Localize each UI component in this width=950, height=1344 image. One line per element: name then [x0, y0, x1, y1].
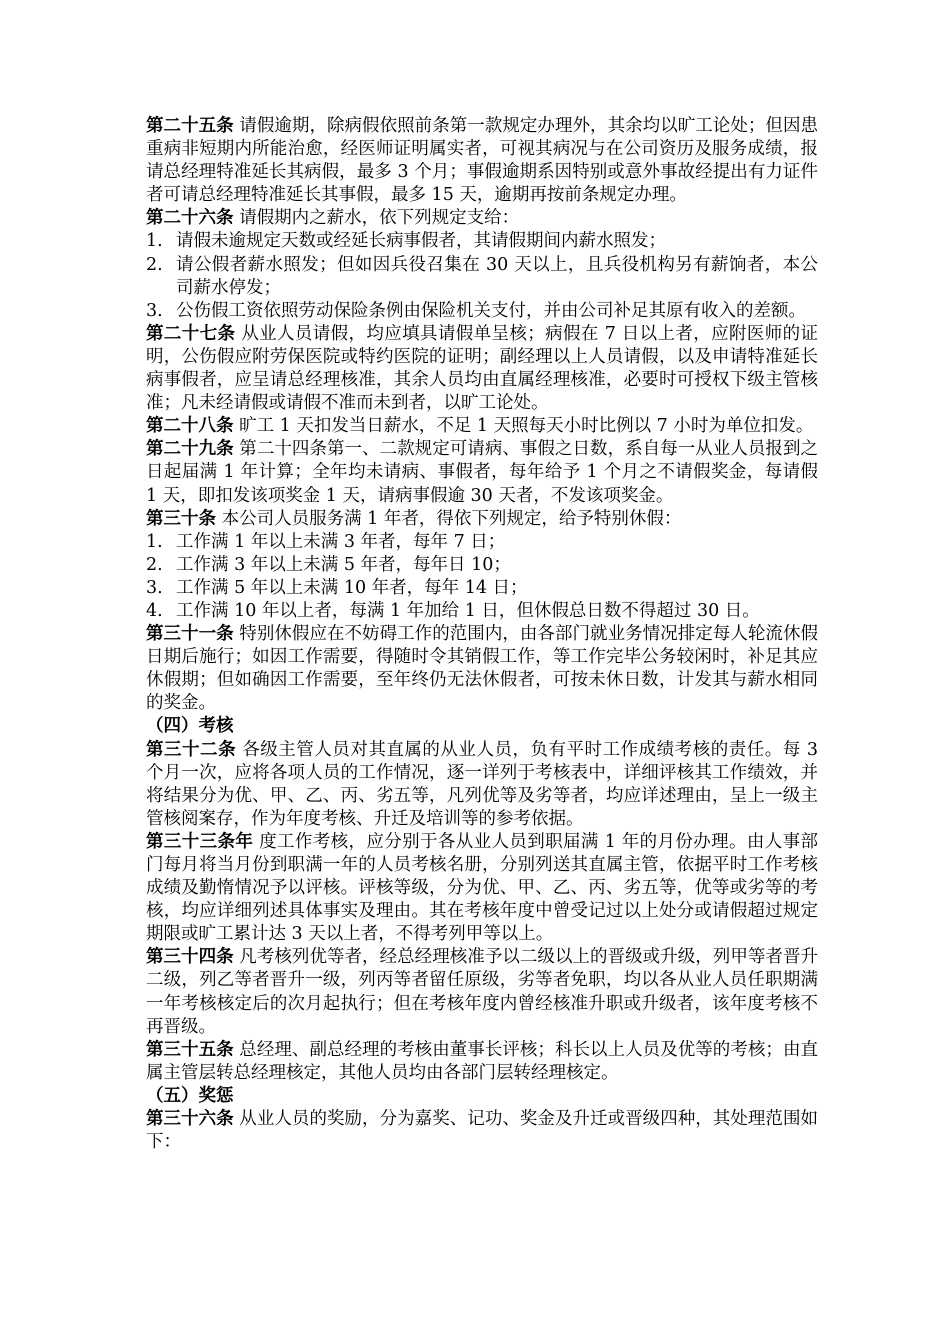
article-paragraph [146, 207, 818, 230]
article-paragraph [146, 438, 818, 507]
list-item-text: 工作满 10 年以上者，每满 1 年加给 1 日，但休假总日数不得超过 30 日。 [176, 600, 760, 621]
article-text: 各级主管人员对其直属的从业人员，负有平时工作成绩考核的责任。每 3 个月一次，应将各项人员的工作情况，逐一详列于考核表中，详细评核其工作绩效，并将结果分为优、甲、乙、丙、劣五等，凡列优等及劣等者，均应详述理由，呈上一级主管核阅案存，作为年度考核、升迁及培训等的参考依据。 [146, 739, 819, 829]
list-item-text: 工作满 1 年以上未满 3 年者，每年 7 日； [176, 531, 506, 552]
article-number: 第二十七条 [146, 323, 236, 344]
list-item [146, 577, 818, 600]
article-number: 第二十六条 [146, 208, 234, 229]
article-text: 本公司人员服务满 1 年者，得依下列规定，给予特别休假： [221, 508, 682, 529]
article-paragraph [146, 1108, 818, 1154]
article-paragraph [146, 415, 818, 438]
list-item [146, 531, 818, 554]
list-item [146, 554, 818, 577]
article-number: 第三十一条 [146, 624, 234, 645]
article-number: 第三十五条 [146, 1039, 234, 1060]
article-paragraph [146, 623, 818, 715]
numbered-list [146, 531, 818, 623]
list-item-text: 工作满 5 年以上未满 10 年者，每年 14 日； [176, 577, 528, 598]
list-item-number: 3. [146, 300, 163, 321]
list-item-number: 2. [146, 254, 163, 275]
article-number: 第二十九条 [146, 439, 234, 460]
list-item [146, 600, 818, 623]
list-item-number: 3. [146, 577, 163, 598]
article-number: 第三十二条 [146, 739, 237, 760]
list-item-number: 4. [146, 600, 163, 621]
list-item [146, 254, 818, 300]
article-number: 第三十三条年 [146, 831, 254, 852]
article-text: 度工作考核，应分别于各从业人员到职届满 1 年的月份办理。由人事部门每月将当月份到职满一年的人员考核名册，分别列送其直属主管，依据平时工作考核成绩及勤惰情况予以评核。评核等级，分为优、甲、乙、丙、劣五等，优等或劣等的考核，均应详细列述具体事实及理由。其在考核年度中曾受记过以上处分或请假超过规定期限或旷工累计达 3 天以上者，不得考列甲等以上。 [146, 831, 818, 945]
article-number: 第二十八条 [146, 416, 234, 437]
article-number: 第三十六条 [146, 1109, 234, 1130]
article-paragraph [146, 739, 818, 831]
article-paragraph [146, 831, 818, 946]
list-item-number: 1. [146, 531, 163, 552]
article-text: 旷工 1 天扣发当日薪水，不足 1 天照每天小时比例以 7 小时为单位扣发。 [239, 416, 814, 437]
list-item [146, 230, 818, 253]
article-text: 从业人员的奖励，分为嘉奖、记功、奖金及升迁或晋级四种，其处理范围如下： [146, 1109, 818, 1153]
article-paragraph [146, 946, 818, 1038]
article-text: 第二十四条第一、二款规定可请病、事假之日数，系自每一从业人员报到之日起届满 1 年计算；全年均未请病、事假者，每年给予 1 个月之不请假奖金，每请假 1 天，即扣发该项奖金 1 天，请病事假逾 30 天者，不发该项奖金。 [146, 439, 818, 506]
article-text: 请假期内之薪水，依下列规定支给： [239, 208, 520, 229]
article-number: 第三十四条 [146, 947, 234, 968]
list-item-text: 工作满 3 年以上未满 5 年者，每年日 10； [176, 554, 511, 575]
list-item-number: 1. [146, 231, 163, 252]
list-item-text: 请公假者薪水照发；但如因兵役召集在 30 天以上，且兵役机构另有薪饷者，本公司薪水停发； [176, 254, 818, 298]
document-page [146, 115, 818, 1154]
article-text: 从业人员请假，均应填具请假单呈核；病假在 7 日以上者，应附医师的证明，公伤假应附劳保医院或特约医院的证明；副经理以上人员请假，以及申请特准延长病事假者，应呈请总经理核准，其余人员均由直属经理核准，必要时可授权下级主管核准；凡未经请假或请假不准而未到者，以旷工论处。 [146, 323, 818, 414]
list-item [146, 300, 818, 323]
article-text: 请假逾期，除病假依照前条第一款规定办理外，其余均以旷工论处；但因患重病非短期内所能治愈，经医师证明属实者，可视其病况与在公司资历及服务成绩，报请总经理特准延长其病假，最多 3 个月；事假逾期系因特别或意外事故经提出有力证件者可请总经理特准延长其事假，最多 15 天，逾期再按前条规定办理。 [146, 116, 818, 206]
article-paragraph [146, 323, 818, 415]
list-item-number: 2. [146, 554, 163, 575]
article-number: 第三十条 [146, 508, 216, 529]
article-text: 总经理、副总经理的考核由董事长评核；科长以上人员及优等的考核；由直属主管层转总经理核定，其他人员均由各部门层转经理核定。 [146, 1039, 818, 1083]
article-text: 特别休假应在不妨碍工作的范围内，由各部门就业务情况排定每人轮流休假日期后施行；如因工作需要，得随时令其销假工作，等工作完毕公务较闲时，补足其应休假期；但如确因工作需要，至年终仍无法休假者，可按未休日数，计发其与薪水相同的奖金。 [146, 624, 818, 714]
article-number: 第二十五条 [146, 116, 234, 136]
article-text: 凡考核列优等者，经总经理核准予以二级以上的晋级或升级，列甲等者晋升二级，列乙等者晋升一级，列丙等者留任原级，劣等者免职，均以各从业人员任职期满一年考核核定后的次月起执行；但在考核年度内曾经核准升职或升级者，该年度考核不再晋级。 [146, 947, 818, 1037]
list-item-text: 公伤假工资依照劳动保险条例由保险机关支付，并由公司补足其原有收入的差额。 [176, 300, 806, 321]
section-heading: （四）考核 [146, 716, 234, 737]
article-paragraph [146, 115, 818, 207]
article-paragraph [146, 1039, 818, 1085]
list-item-text: 请假未逾规定天数或经延长病事假者，其请假期间内薪水照发； [176, 231, 666, 252]
article-paragraph [146, 508, 818, 531]
section-heading: （五）奖惩 [146, 1085, 234, 1106]
numbered-list [146, 230, 818, 322]
